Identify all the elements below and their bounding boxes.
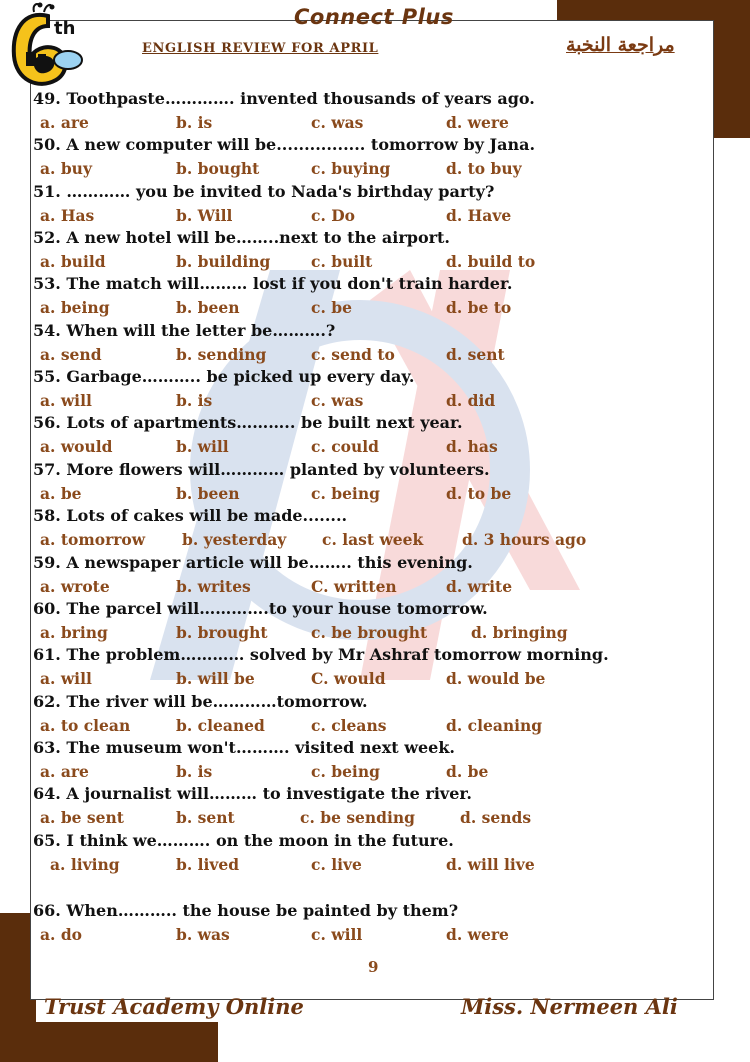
answer-option[interactable]: a. would (40, 437, 113, 457)
corner-decoration-right (713, 0, 750, 138)
answer-option[interactable]: a. are (40, 761, 89, 781)
answer-option[interactable]: c. being (311, 761, 380, 781)
answer-option[interactable]: b. writes (176, 576, 251, 596)
answer-option[interactable]: C. would (311, 669, 386, 689)
answer-option[interactable]: d. did (446, 391, 496, 411)
answer-option[interactable]: d. Have (446, 205, 512, 225)
question-text: 62. The river will be…………tomorrow. (33, 691, 368, 711)
answer-option[interactable]: b. bought (176, 159, 260, 179)
answer-option[interactable]: d. cleaning (446, 715, 543, 735)
answer-option[interactable]: d. bringing (471, 622, 568, 642)
answer-option[interactable]: c. send to (311, 344, 395, 364)
answer-option[interactable]: c. buying (311, 159, 391, 179)
answer-option[interactable]: c. was (311, 113, 364, 132)
answer-option[interactable]: a. be (40, 483, 82, 503)
answer-option[interactable]: a. will (40, 669, 92, 689)
answer-option[interactable]: a. wrote (40, 576, 110, 596)
question-text: 64. A journalist will……… to investigate the river. (33, 784, 472, 804)
question-text: 59. A newspaper article will be…….. this evening. (33, 552, 473, 572)
answer-option[interactable]: c. built (311, 252, 373, 272)
answer-option[interactable]: a. build (40, 252, 106, 272)
arabic-title: مراجعة النخبة (566, 34, 675, 56)
answer-option[interactable]: b. was (176, 925, 230, 944)
answer-option[interactable]: c. Do (311, 205, 356, 225)
answer-option[interactable]: a. bring (40, 622, 108, 642)
question-text: 51. ………… you be invited to Nada's birthday party? (33, 181, 495, 201)
answer-option[interactable]: b. is (176, 761, 213, 781)
answer-option[interactable]: C. written (311, 576, 397, 596)
page-title: Connect Plus (294, 5, 454, 29)
answer-option[interactable]: c. live (311, 854, 362, 874)
answer-option[interactable]: b. is (176, 391, 213, 411)
answer-option[interactable]: d. be to (446, 298, 512, 318)
answer-option[interactable]: b. cleaned (176, 715, 265, 735)
answer-option[interactable]: c. will (311, 925, 363, 944)
answer-option[interactable]: b. will be (176, 669, 255, 689)
page-subtitle: ENGLISH REVIEW FOR APRIL (142, 41, 379, 56)
question-text: 53. The match will……… lost if you don't train harder. (33, 274, 513, 294)
answer-option[interactable]: d. sent (446, 344, 505, 364)
answer-option[interactable]: c. be sending (300, 808, 416, 828)
answer-option[interactable]: b. Will (176, 205, 233, 225)
answer-option[interactable]: a. living (50, 854, 120, 874)
answer-option[interactable]: a. send (40, 344, 102, 364)
answer-option[interactable]: d. were (446, 113, 509, 132)
answer-option[interactable]: d. would be (446, 669, 546, 689)
question-text: 52. A new hotel will be……..next to the airport. (33, 228, 450, 248)
answer-option[interactable]: c. be brought (311, 622, 428, 642)
answer-option[interactable]: b. yesterday (182, 530, 287, 550)
answer-option[interactable]: a. tomorrow (40, 530, 146, 550)
answer-option[interactable]: b. brought (176, 622, 268, 642)
answer-option[interactable]: c. was (311, 391, 364, 411)
answer-option[interactable]: d. to buy (446, 159, 522, 179)
answer-option[interactable]: b. building (176, 252, 271, 272)
answer-option[interactable]: b. been (176, 483, 240, 503)
corner-decoration-bottom (0, 1022, 218, 1062)
answer-option[interactable]: a. will (40, 391, 92, 411)
answer-option[interactable]: c. last week (322, 530, 424, 550)
answer-option[interactable]: a. are (40, 113, 89, 132)
answer-option[interactable]: c. could (311, 437, 380, 457)
answer-option[interactable]: a. Has (40, 205, 95, 225)
answer-option[interactable]: b. been (176, 298, 240, 318)
question-text: 50. A new computer will be................ tomorrow by Jana. (33, 135, 536, 155)
page-number: 9 (368, 958, 379, 976)
answer-option[interactable]: c. being (311, 483, 380, 503)
answer-option[interactable]: c. be (311, 298, 352, 318)
answer-option[interactable]: d. were (446, 925, 509, 944)
answer-option[interactable]: b. sent (176, 808, 235, 828)
answer-option[interactable]: a. buy (40, 159, 92, 179)
question-text: 66. When……….. the house be painted by them? (33, 901, 459, 920)
question-text: 55. Garbage……….. be picked up every day. (33, 367, 415, 387)
question-text: 58. Lots of cakes will be made........ (33, 506, 348, 526)
logo-6th (4, 0, 86, 92)
answer-option[interactable]: d. will live (446, 854, 535, 874)
logo-text: th (54, 18, 76, 39)
answer-option[interactable]: d. write (446, 576, 513, 596)
answer-option[interactable]: d. sends (460, 808, 532, 828)
question-text: 57. More flowers will………… planted by volunteers. (33, 459, 490, 479)
answer-option[interactable]: b. is (176, 113, 213, 132)
answer-option[interactable]: d. 3 hours ago (462, 530, 587, 550)
answer-option[interactable]: a. do (40, 925, 83, 944)
answer-option[interactable]: a. to clean (40, 715, 131, 735)
answer-option[interactable]: d. has (446, 437, 498, 457)
question-text: 63. The museum won't………. visited next week. (33, 737, 455, 757)
answer-option[interactable]: c. cleans (311, 715, 387, 735)
footer-academy: Trust Academy Online (44, 994, 304, 1019)
answer-option[interactable]: d. be (446, 761, 489, 781)
answer-option[interactable]: a. being (40, 298, 110, 318)
question-text: 54. When will the letter be……….? (33, 320, 336, 340)
question-text: 49. Toothpaste…………. invented thousands of years ago. (33, 89, 535, 108)
answer-option[interactable]: b. sending (176, 344, 267, 364)
answer-option[interactable]: a. be sent (40, 808, 124, 828)
footer-teacher: Miss. Nermeen Ali (461, 994, 678, 1019)
answer-option[interactable]: d. build to (446, 252, 536, 272)
answer-option[interactable]: b. will (176, 437, 229, 457)
question-text: 65. I think we………. on the moon in the future. (33, 830, 454, 850)
answer-option[interactable]: b. lived (176, 854, 240, 874)
question-text: 56. Lots of apartments……….. be built next year. (33, 413, 463, 433)
question-text: 60. The parcel will………….to your house tomorrow. (33, 598, 488, 618)
question-text: 61. The problem………… solved by Mr Ashraf tomorrow morning. (33, 645, 609, 665)
answer-option[interactable]: d. to be (446, 483, 512, 503)
